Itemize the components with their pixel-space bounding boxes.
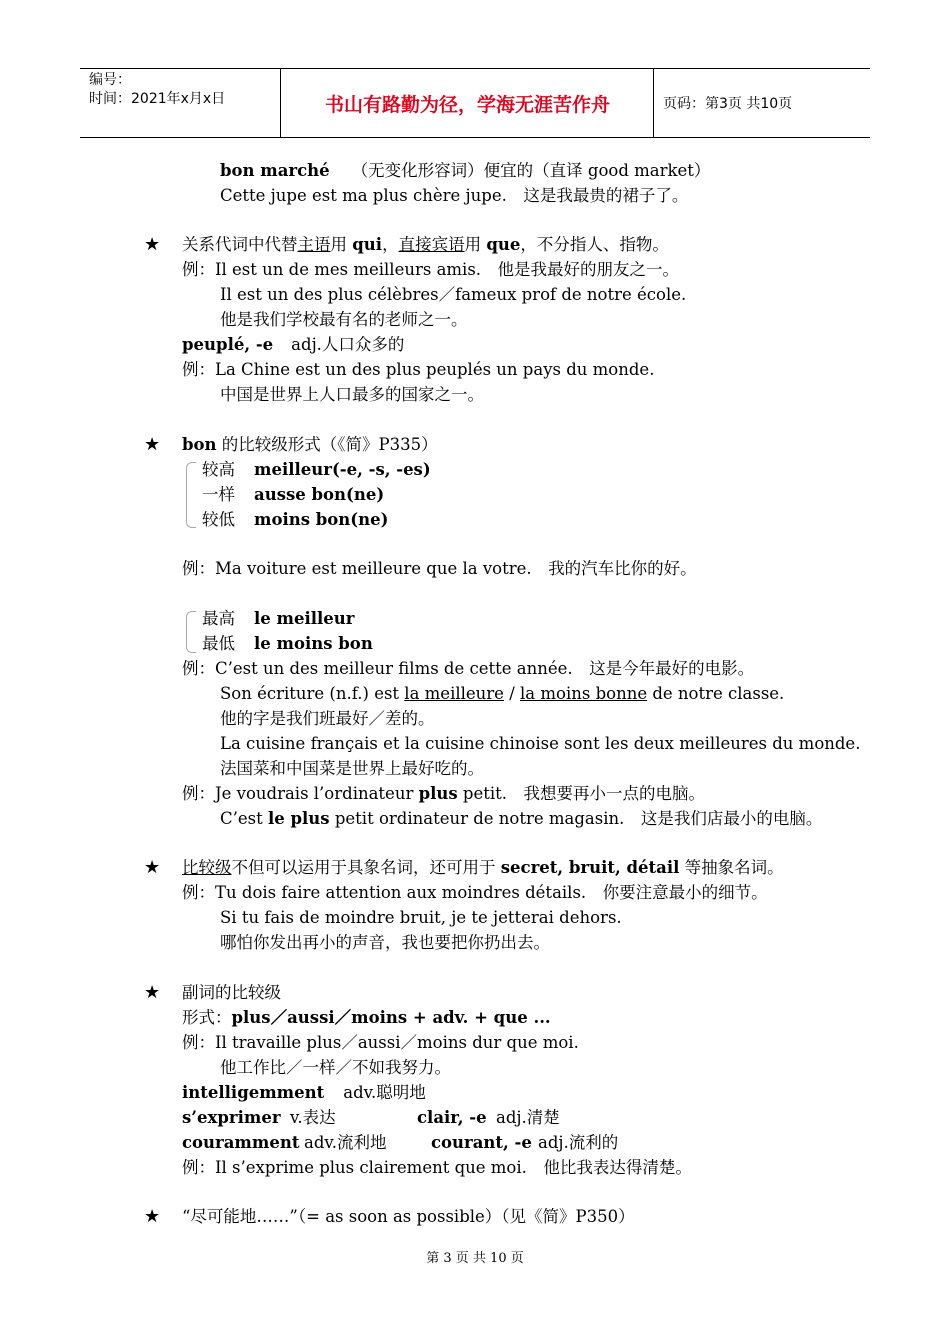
vocab-line [182, 1081, 426, 1105]
comparison-form: le moins bon [254, 634, 373, 653]
example-line: 他是我们学校最有名的老师之一。 [220, 310, 468, 329]
text-part: Son écriture (n.f.) est [220, 684, 405, 703]
definition: adj.流利的 [538, 1133, 619, 1152]
example-line: 例：C’est un des meilleur films de cette année. 这是今年最好的电影。 [182, 659, 755, 678]
heading-part: 直接宾语 [398, 235, 465, 254]
heading-part: 用 [330, 235, 353, 254]
example-line: 他的字是我们班最好／差的。 [220, 709, 435, 728]
page-footer: 第 3 页 共 10 页 [426, 1251, 524, 1266]
comparison-row [202, 483, 384, 507]
star-icon: ★ [144, 434, 161, 455]
section-heading: “尽可能地……”（= as soon as possible）（见《简》P350） [182, 1207, 635, 1226]
example-line: Il est un des plus célèbres／fameux prof de notre école. [220, 285, 687, 304]
brace-icon [186, 462, 196, 528]
term: peuplé, -e [182, 335, 274, 354]
term: clair, -e [417, 1108, 487, 1127]
brace-icon [186, 611, 196, 653]
term: s’exprimer [182, 1108, 281, 1127]
example-line: 例：Ma voiture est meilleure que la votre. 我的汽车比你的好。 [182, 559, 697, 578]
example-line: Si tu fais de moindre bruit, je te jetterai dehors. [220, 908, 622, 927]
section-heading [182, 433, 438, 457]
comparison-row [202, 508, 388, 532]
star-icon: ★ [144, 1206, 161, 1227]
text-part: plus／aussi／moins + adv. + que ... [231, 1008, 551, 1027]
star-icon: ★ [144, 982, 161, 1003]
text-part: 形式： [182, 1008, 232, 1027]
comparison-form: le meilleur [254, 609, 355, 628]
comparison-label: 最低 [202, 634, 235, 653]
text-part: de notre classe. [647, 684, 785, 703]
comparison-label: 一样 [202, 485, 235, 504]
header-time: 时间：2021年x月x日 [89, 91, 226, 107]
header-number: 编号： [89, 72, 131, 88]
text-line [220, 159, 710, 183]
definition: （无变化形容词）便宜的（直译 good market） [351, 161, 711, 180]
comparison-form: ausse bon(ne) [254, 485, 385, 504]
example-line: 哪怕你发出再小的声音，我也要把你扔出去。 [220, 933, 550, 952]
comparison-form: moins bon(ne) [254, 510, 389, 529]
heading-part: ，不分指人、指物。 [520, 235, 669, 254]
comparison-row [202, 607, 354, 631]
example-line: 他工作比／一样／不如我努力。 [220, 1058, 451, 1077]
vocab-line [182, 333, 404, 357]
text-part: la moins bonne [520, 684, 648, 703]
comparison-row [202, 458, 431, 482]
definition: adv.聪明地 [343, 1083, 426, 1102]
text-part: C’est [220, 809, 268, 828]
text-part: plus [418, 784, 458, 803]
form-line [182, 1006, 551, 1030]
heading-part: 比较级 [182, 858, 232, 877]
comparison-label: 较高 [202, 460, 235, 479]
text-part: / [503, 684, 521, 703]
example-line: 例：La Chine est un des plus peuplés un pays du monde. [182, 360, 655, 379]
heading-part: qui [352, 235, 383, 254]
example-line [220, 807, 822, 831]
heading-part: 不但可以运用于具象名词，还可用于 [231, 858, 501, 877]
example-line: 中国是世界上人口最多的国家之一。 [220, 385, 484, 404]
term: courant, -e [431, 1133, 532, 1152]
section-heading: 副词的比较级 [182, 983, 281, 1002]
heading-part: secret, bruit, détail [500, 858, 680, 877]
definition: adj.人口众多的 [291, 335, 405, 354]
header-motto: 书山有路勤为径，学海无涯苦作舟 [282, 69, 654, 137]
example-line [182, 782, 705, 806]
text-part: petit. 我想要再小一点的电脑。 [457, 784, 706, 803]
section-heading [182, 856, 784, 880]
term: couramment [182, 1133, 300, 1152]
star-icon: ★ [144, 234, 161, 255]
example-line: 例：Il est un de mes meilleurs amis. 他是我最好的朋友之一。 [182, 260, 680, 279]
example-line: 法国菜和中国菜是世界上最好吃的。 [220, 759, 484, 778]
definition: adv.流利地 [304, 1133, 387, 1152]
page-header [80, 68, 870, 138]
text-part: 例：Je voudrais l’ordinateur [182, 784, 419, 803]
example-line: 例：Il travaille plus／aussi／moins dur que moi. [182, 1033, 579, 1052]
text-part: petit ordinateur de notre magasin. 这是我们店最小的电脑。 [329, 809, 823, 828]
header-meta [80, 69, 281, 137]
example-line [220, 682, 784, 706]
example-line: 例：Tu dois faire attention aux moindres détails. 你要注意最小的细节。 [182, 883, 768, 902]
heading-part: bon [182, 435, 217, 454]
comparison-form: meilleur(-e, -s, -es) [254, 460, 431, 479]
heading-part: 关系代词中代替 [182, 235, 298, 254]
star-icon: ★ [144, 857, 161, 878]
section-heading [182, 233, 669, 257]
example-line: La cuisine français et la cuisine chinoise sont les deux meilleures du monde. [220, 734, 861, 753]
comparison-label: 较低 [202, 510, 235, 529]
heading-part: 的比较级形式（《简》P335） [216, 435, 438, 454]
definition: v.表达 [290, 1108, 336, 1127]
example-line: 例：Il s’exprime plus clairement que moi. 他比我表达得清楚。 [182, 1158, 692, 1177]
text-part: la meilleure [404, 684, 504, 703]
text-part: le plus [267, 809, 330, 828]
term: bon marché [220, 161, 330, 180]
heading-part: 用 [464, 235, 487, 254]
term: intelligemment [182, 1083, 325, 1102]
text-line: Cette jupe est ma plus chère jupe. 这是我最贵的裙子了。 [220, 186, 689, 205]
header-page-info: 页码：第3页 共10页 [663, 96, 793, 112]
comparison-label: 最高 [202, 609, 235, 628]
definition: adj.清楚 [496, 1108, 560, 1127]
comparison-row [202, 632, 373, 656]
heading-part: 等抽象名词。 [679, 858, 784, 877]
heading-part: ， [382, 235, 399, 254]
heading-part: 主语 [297, 235, 331, 254]
heading-part: que [486, 235, 521, 254]
